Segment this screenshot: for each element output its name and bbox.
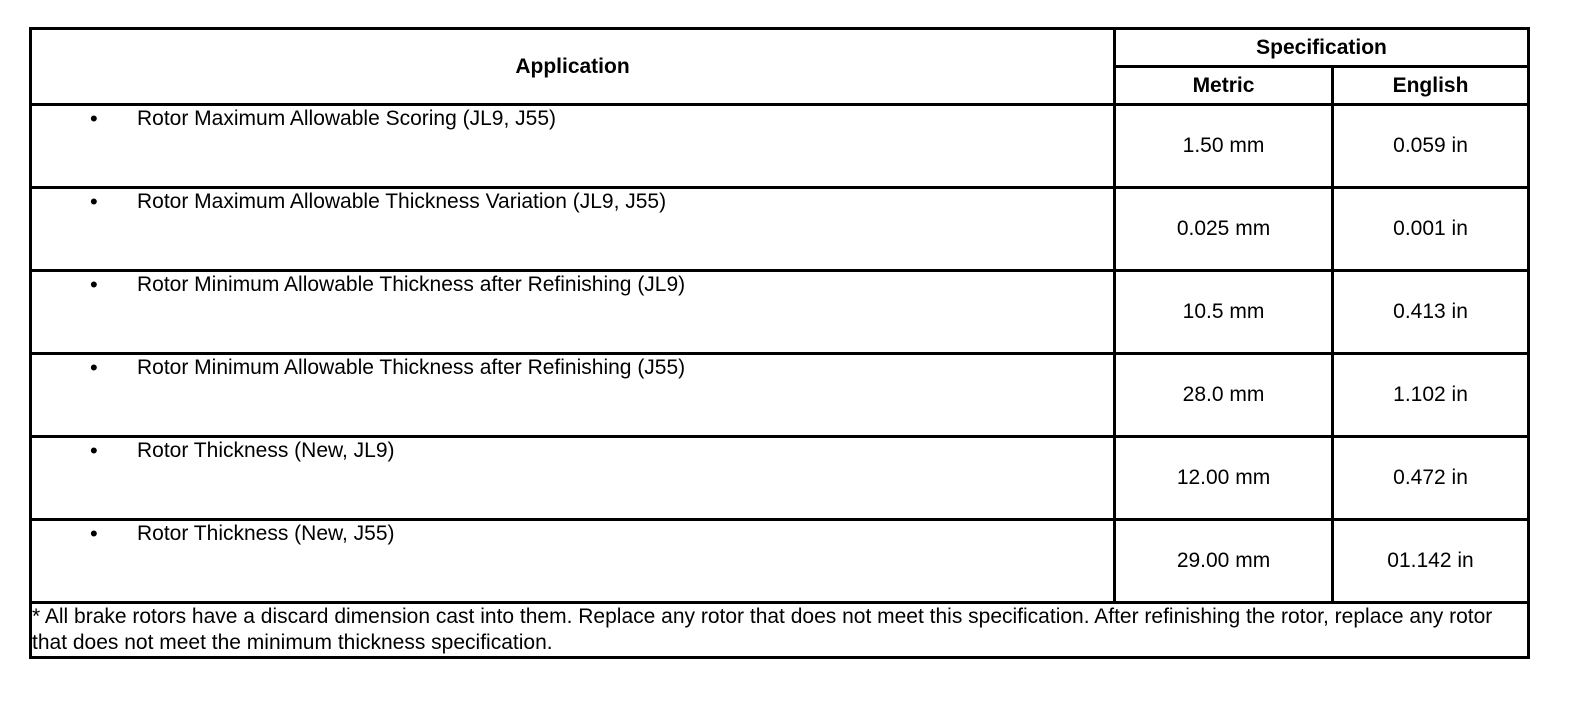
table-row xyxy=(31,188,1529,271)
english-value: 01.142 in xyxy=(1333,520,1529,603)
application-header: Application xyxy=(31,29,1115,105)
application-text: Rotor Minimum Allowable Thickness after Refinishing (J55) xyxy=(137,356,686,379)
metric-value: 28.0 mm xyxy=(1115,354,1333,437)
specification-header: Specification xyxy=(1115,29,1529,67)
metric-value: 1.50 mm xyxy=(1115,105,1333,188)
table-row xyxy=(31,437,1529,520)
application-cell xyxy=(31,188,1115,271)
table-row xyxy=(31,271,1529,354)
application-text: Rotor Minimum Allowable Thickness after Refinishing (JL9) xyxy=(137,273,686,296)
english-value: 1.102 in xyxy=(1333,354,1529,437)
application-text: Rotor Maximum Allowable Thickness Variation (JL9, J55) xyxy=(137,190,667,213)
bullet-icon: • xyxy=(90,438,98,463)
footnote-row xyxy=(31,603,1529,658)
application-text: Rotor Maximum Allowable Scoring (JL9, J55) xyxy=(137,107,556,130)
metric-value: 10.5 mm xyxy=(1115,271,1333,354)
bullet-icon: • xyxy=(90,355,98,380)
specification-table xyxy=(29,27,1530,659)
table-row xyxy=(31,354,1529,437)
bullet-icon: • xyxy=(90,272,98,297)
bullet-icon: • xyxy=(90,521,98,546)
application-cell xyxy=(31,105,1115,188)
english-value: 0.001 in xyxy=(1333,188,1529,271)
bullet-icon: • xyxy=(90,189,98,214)
english-value: 0.472 in xyxy=(1333,437,1529,520)
bullet-icon: • xyxy=(90,106,98,131)
metric-value: 12.00 mm xyxy=(1115,437,1333,520)
application-cell xyxy=(31,520,1115,603)
metric-value: 0.025 mm xyxy=(1115,188,1333,271)
english-header: English xyxy=(1333,67,1529,105)
application-cell xyxy=(31,271,1115,354)
application-cell xyxy=(31,354,1115,437)
application-text: Rotor Thickness (New, JL9) xyxy=(137,439,395,462)
metric-value: 29.00 mm xyxy=(1115,520,1333,603)
table-row xyxy=(31,105,1529,188)
english-value: 0.059 in xyxy=(1333,105,1529,188)
table-row xyxy=(31,520,1529,603)
metric-header: Metric xyxy=(1115,67,1333,105)
english-value: 0.413 in xyxy=(1333,271,1529,354)
application-cell xyxy=(31,437,1115,520)
application-text: Rotor Thickness (New, J55) xyxy=(137,522,395,545)
footnote: * All brake rotors have a discard dimension cast into them. Replace any rotor that does not meet this specification. After refinishing the rotor, replace any rotor that does not meet the minimum thickness specification. xyxy=(31,603,1529,658)
